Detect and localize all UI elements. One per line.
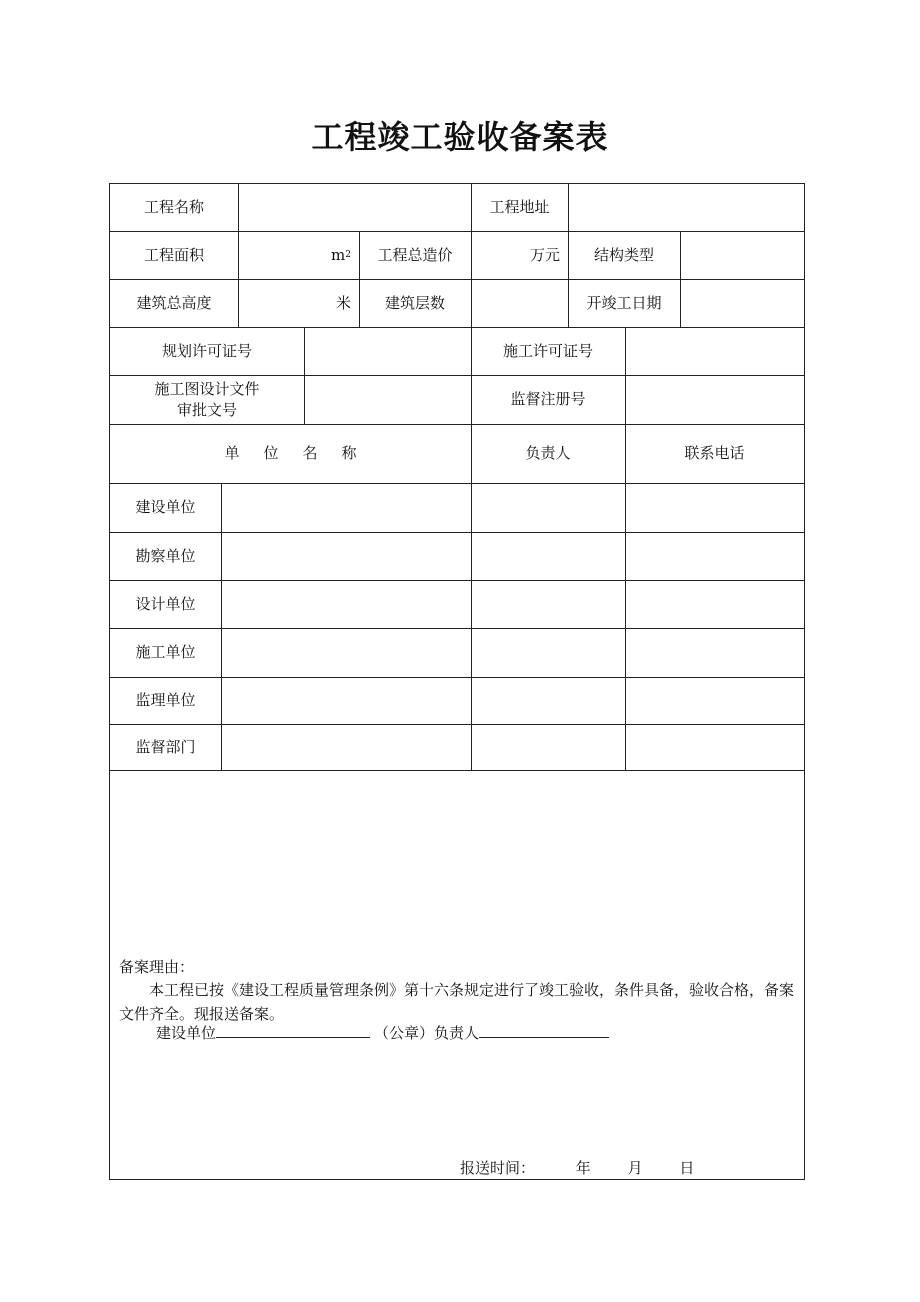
drawing-approval-label [110,375,304,424]
page-title: 工程竣工验收备案表 [311,118,609,156]
area-unit: m [331,245,346,264]
project-name-field[interactable] [239,184,471,231]
planning-permit-field[interactable] [305,327,471,375]
floors-field[interactable] [472,279,568,327]
month-label: 月 [627,1159,643,1177]
project-cost-field[interactable] [472,231,568,279]
cost-unit: 万元 [529,245,560,264]
unit-row-label: 勘察单位 [135,546,196,565]
supervision-reg-label: 监督注册号 [510,390,586,408]
building-height-field[interactable] [239,279,359,327]
person-blank[interactable] [479,1021,609,1038]
project-area-label: 工程面积 [143,245,204,264]
units-header-phone: 联系电话 [684,444,745,462]
start-finish-date-label: 开竣工日期 [586,293,662,312]
drawing-approval-label-line1: 施工图设计文件 [154,379,260,398]
unit-row-label: 监督部门 [135,737,196,756]
drawing-approval-field[interactable] [305,375,471,424]
units-header-name [110,424,471,483]
year-label: 年 [575,1159,591,1177]
signature-line [156,1021,609,1043]
construction-permit-field[interactable] [626,327,804,375]
structure-type-field[interactable] [681,231,804,279]
project-name-label: 工程名称 [143,198,204,216]
day-label: 日 [679,1159,695,1177]
project-address-label: 工程地址 [489,198,550,216]
floors-label: 建筑层数 [384,293,445,312]
drawing-approval-label-line2: 审批文号 [176,400,237,419]
units-header-name-text: 单位名称 [224,444,381,462]
unit-row-label: 监理单位 [135,691,196,709]
construction-permit-label: 施工许可证号 [502,341,593,360]
date-label: 报送时间： [460,1159,536,1177]
unit-row-label: 建设单位 [135,498,196,516]
seal-person-label: （公章）负责人 [374,1024,480,1042]
planning-permit-label: 规划许可证号 [161,341,252,360]
submission-date [460,1157,694,1178]
project-area-field[interactable]: m 2 [331,245,351,264]
project-cost-label: 工程总造价 [377,245,453,264]
builder-blank[interactable] [216,1021,370,1038]
filing-reason-text: 本工程已按《建设工程质量管理条例》第十六条规定进行了竣工验收，条件具备，验收合格，备案文件齐全。现报送备案。 [119,981,795,1023]
builder-label: 建设单位 [156,1024,217,1042]
building-height-label: 建筑总高度 [136,293,212,312]
unit-row-label: 施工单位 [135,643,196,661]
structure-type-label: 结构类型 [593,245,654,264]
supervision-reg-field[interactable] [626,375,804,424]
start-finish-date-field[interactable] [681,279,804,327]
unit-row-label: 设计单位 [135,594,196,613]
filing-reason-label: 备案理由： [119,958,195,976]
project-address-field[interactable] [569,184,804,231]
filing-form [109,183,805,1180]
units-header-person: 负责人 [525,444,571,462]
height-unit: 米 [335,293,351,312]
